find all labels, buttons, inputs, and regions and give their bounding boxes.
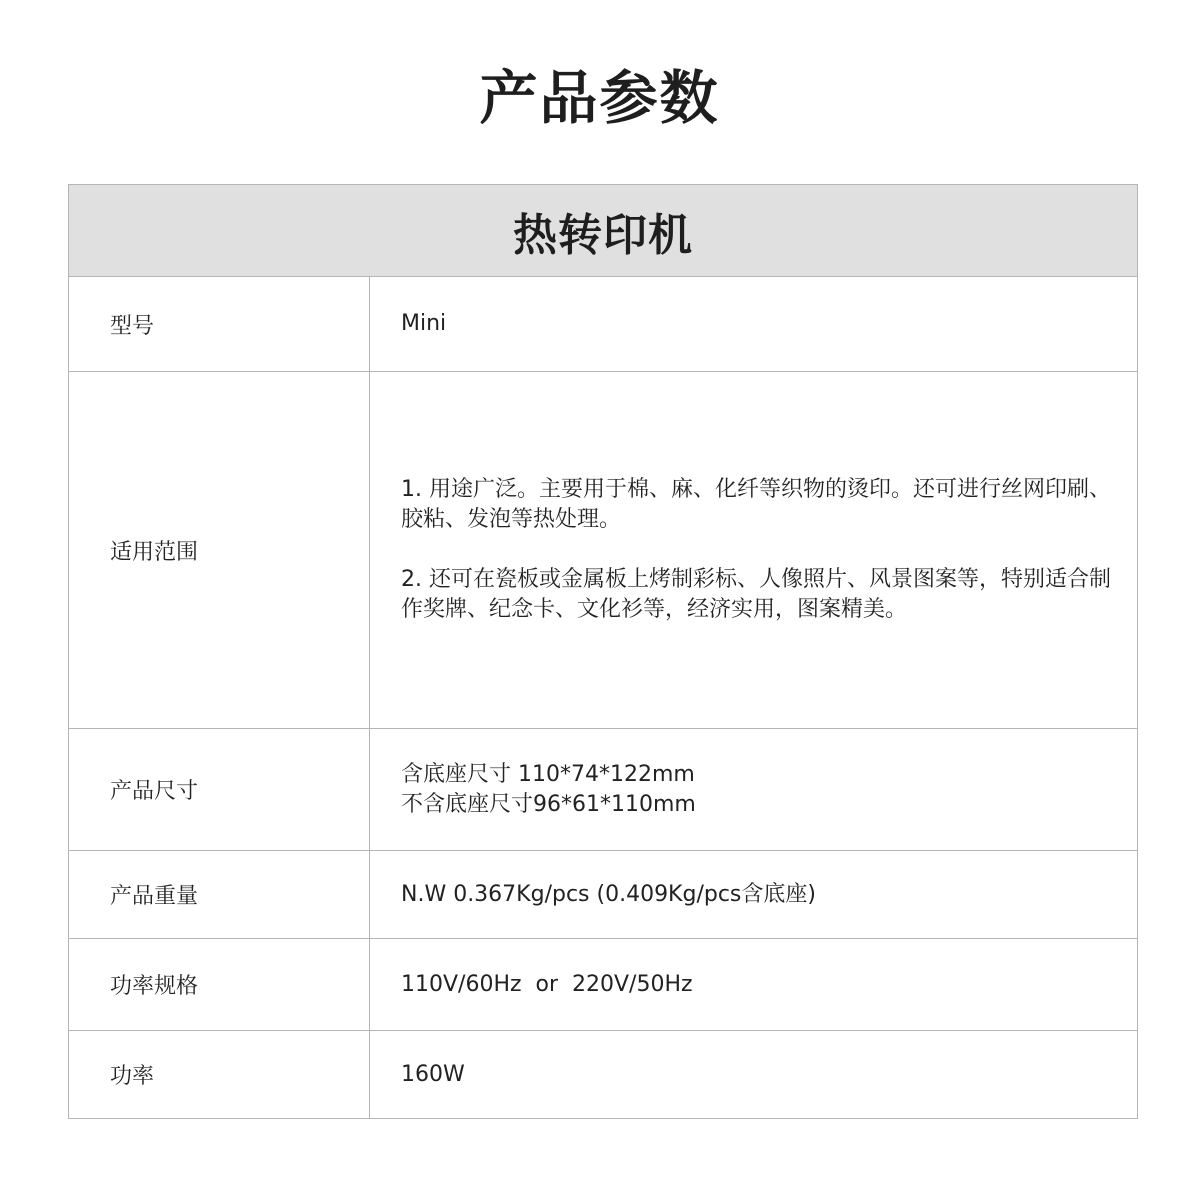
row-value (370, 1031, 1137, 1118)
page-title: 产品参数 (479, 64, 720, 132)
value-line: 不含底座尺寸96*61*110mm (401, 791, 696, 817)
row-label: 产品尺寸 (69, 729, 370, 850)
table-row-usage (69, 372, 1137, 729)
table-header: 热转印机 (69, 185, 1137, 277)
table-row-power (69, 1031, 1137, 1118)
value-line: 160W (401, 1061, 465, 1087)
value-line: 1. 用途广泛。主要用于棉、麻、化纤等织物的烫印。还可进行丝网印刷、胶粘、发泡等热处理。 (401, 477, 1111, 532)
value-line: 2. 还可在瓷板或金属板上烤制彩标、人像照片、风景图案等，特别适合制作奖牌、纪念卡、文化衫等，经济实用，图案精美。 (401, 567, 1111, 622)
row-label: 型号 (69, 277, 370, 371)
row-label: 产品重量 (69, 851, 370, 938)
row-label: 功率 (69, 1031, 370, 1118)
value-line: Mini (401, 311, 447, 336)
row-value (370, 277, 1137, 371)
row-label: 功率规格 (69, 939, 370, 1030)
spec-table (68, 184, 1138, 1119)
row-value (370, 851, 1137, 938)
value-line: 110V/60Hz or 220V/50Hz (401, 971, 693, 997)
table-row-weight (69, 851, 1137, 939)
row-value (370, 372, 1137, 728)
table-row-model (69, 277, 1137, 372)
value-line: 含底座尺寸 110*74*122mm (401, 761, 695, 787)
row-label: 适用范围 (69, 372, 370, 728)
row-value (370, 729, 1137, 850)
row-value (370, 939, 1137, 1030)
value-line: N.W 0.367Kg/pcs (0.409Kg/pcs含底座) (401, 881, 816, 907)
table-row-power-spec (69, 939, 1137, 1031)
table-row-size (69, 729, 1137, 851)
